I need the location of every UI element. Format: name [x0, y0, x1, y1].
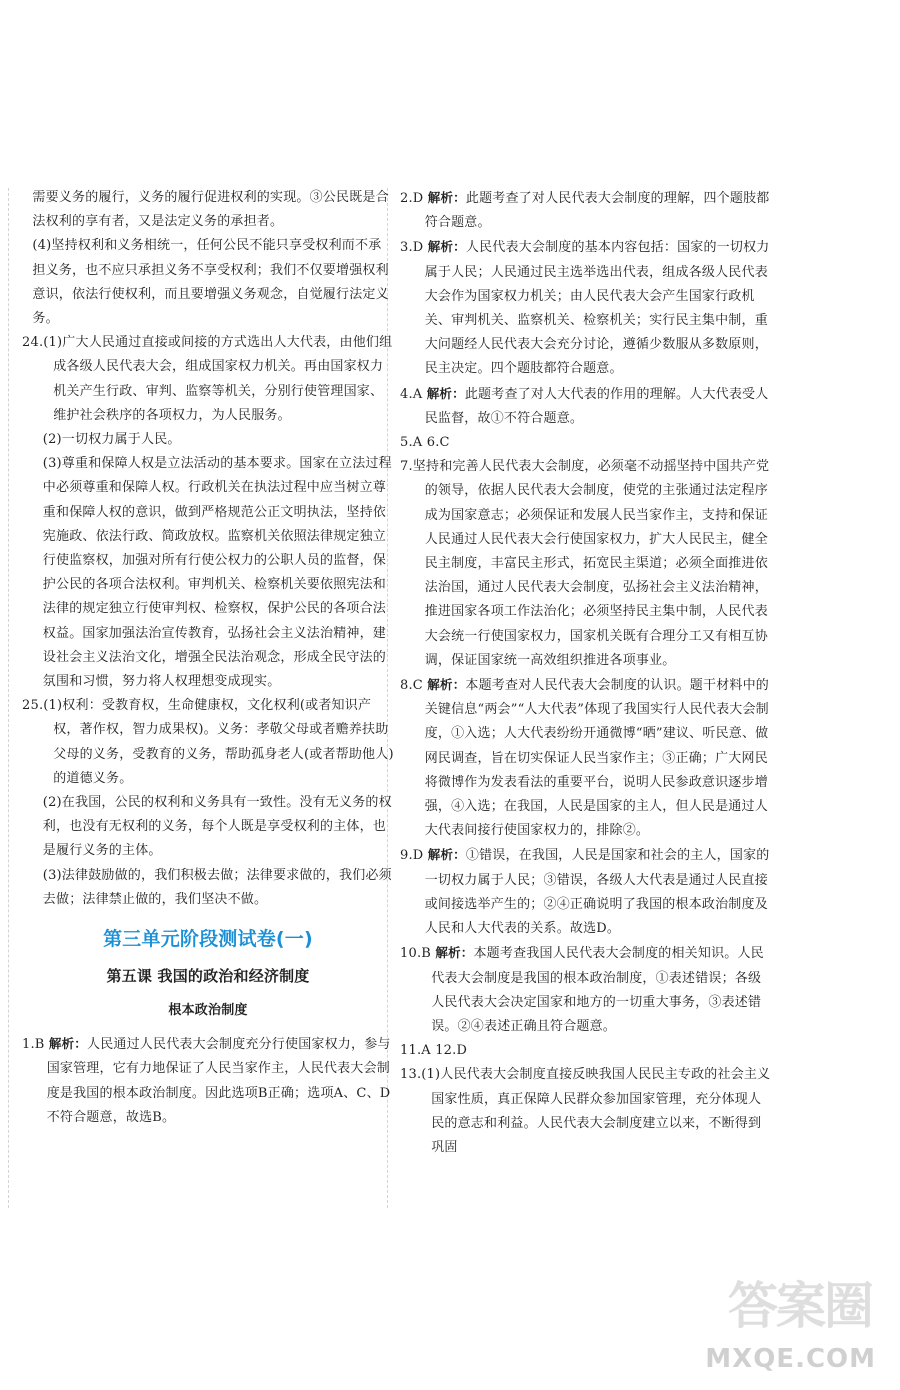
answer-paragraph: (4)坚持权利和义务相统一，任何公民不能只享受权利而不承担义务，也不应只承担义务不享受权利；我们不仅要增强权利意识，依法行使权利，而且要增强义务观念，自觉履行法定义务。 [32, 238, 389, 327]
left-column [22, 186, 394, 1130]
analysis-label: 解析： [427, 190, 466, 205]
answer-10 [400, 941, 772, 1039]
analysis-text: 本题考查我国人民代表大会制度的相关知识。人民代表大会制度是我国的根本政治制度，①表述错误；各级人民代表大会决定国家和地方的一切重大事务，③表述错误。②④表述正确且符合题意。 [431, 946, 764, 1034]
analysis-text: 此题考查了对人大代表的作用的理解。人大代表受人民监督，故①不符合题意。 [424, 386, 769, 426]
answer-24-2: (2)一切权力属于人民。 [42, 432, 181, 448]
answer-2 [400, 186, 772, 235]
sub-title: 根本政治制度 [168, 1003, 248, 1019]
watermark-url: MXQE.COM [705, 1344, 876, 1374]
answer-8 [400, 673, 772, 843]
watermark-logo-text: 答案圈 [728, 1277, 872, 1335]
analysis-label: 解析： [426, 385, 465, 401]
analysis-label: 解析： [48, 1036, 87, 1052]
analysis-text: 本题考查对人民代表大会制度的认识。题干材料中的关键信息“两会”“人大代表”体现了我国实行人民代表大会制度，①入选；人大代表纷纷开通微博“晒”建议、听民意、做网民调查，旨在切实保证人民当家作主；③正确；广大网民将微博作为发表看法的重要平台，说明人民参政意识逐步增强，④入选；在我国，人民是国家的主人，但人民是通过人大代表间接行使国家权力的，排除②。 [424, 678, 770, 839]
answer-number: 8.C [400, 678, 428, 694]
answer-25-1: 25.(1)权利：受教育权，生命健康权，文化权利(或者知识产权，著作权，智力成果权)。义务：孝敬父母或者赡养扶助父母的义务，受教育的义务，帮助孤身老人(或者帮助他人)的道德义务。 [22, 698, 394, 786]
answer-4 [400, 382, 772, 431]
answer-11-12: 11.A 12.D [400, 1043, 468, 1059]
answer-number: 4.A [400, 386, 427, 402]
analysis-label: 解析： [435, 945, 474, 961]
answer-9 [400, 843, 772, 941]
section-title: 第三单元阶段测试卷(一) [103, 928, 313, 951]
analysis-label: 解析： [427, 677, 466, 693]
answer-13: 13.(1)人民代表大会制度直接反映我国人民民主专政的社会主义国家性质，真正保障人民群众参加国家管理，充分体现人民的意志和利益。人民代表大会制度建立以来，不断得到巩固 [400, 1067, 771, 1155]
analysis-text: 人民通过人民代表大会制度充分行使国家权力，参与国家管理，它有力地保证了人民当家作主，人民代表大会制度是我国的根本政治制度。因此选项B正确；选项A、C、D不符合题意，故选B。 [46, 1037, 391, 1125]
watermark-logo [705, 1262, 890, 1382]
answer-number: 3.D [400, 240, 428, 256]
answer-5-6: 5.A 6.C [400, 435, 450, 451]
answer-7: 7.坚持和完善人民代表大会制度，必须毫不动摇坚持中国共产党的领导，依据人民代表大会制度，使党的主张通过法定程序成为国家意志；必须保证和发展人民当家作主，支持和保证人民通过人民代表大会行使国家权力，扩大人民民主，健全民主制度，丰富民主形式，拓宽民主渠道；必须全面推进依法治国，通过人民代表大会制度，弘扬社会主义法治精神，推进国家各项工作法治化；必须坚持民主集中制，人民代表大会统一行使国家权力，国家机关既有合理分工又有相互协调，保证国家统一高效组织推进各项事业。 [400, 459, 770, 668]
answer-3 [400, 235, 772, 381]
analysis-label: 解析： [427, 239, 466, 255]
analysis-text: ①错误，在我国，人民是国家和社会的主人，国家的一切权力属于人民；③错误，各级人大代表是通过人民直接或间接选举产生的；②④正确说明了我国的根本政治制度及人民和人大代表的关系。故选D。 [424, 848, 770, 937]
analysis-label: 解析： [427, 847, 466, 863]
analysis-text: 人民代表大会制度的基本内容包括：国家的一切权力属于人民；人民通过民主选举选出代表，组成各级人民代表大会作为国家权力机关；由人民代表大会产生国家行政机关、审判机关、监察机关、检察机关；实行民主集中制，重大问题经人民代表大会充分讨论，遵循少数服从多数原则，民主决定。四个题肢都符合题意。 [424, 240, 770, 377]
answer-number: 10.B [400, 946, 436, 962]
answer-paragraph: 需要义务的履行，义务的履行促进权利的实现。③公民既是合法权利的享有者，又是法定义务的承担者。 [32, 190, 389, 230]
answer-number: 2.D [400, 191, 428, 206]
answer-25-3: (3)法律鼓励做的，我们积极去做；法律要求做的，我们必须去做；法律禁止做的，我们坚决不做。 [42, 867, 392, 907]
answer-24-3: (3)尊重和保障人权是立法活动的基本要求。国家在立法过程中必须尊重和保障人权。行政机关在执法过程中应当树立尊重和保障人权的意识，做到严格规范公正文明执法，坚持依宪施政、依法行政、简政放权。监察机关依照法律规定独立行使监察权，加强对所有行使公权力的公职人员的监督，保护公民的各项合法权利。审判机关、检察机关要依照宪法和法律的规定独立行使审判权、检察权，保护公民的各项合法权益。国家加强法治宣传教育，弘扬社会主义法治精神，建设社会主义法治文化，增强全民法治观念，形成全民守法的氛围和习惯，努力将人权理想变成现实。 [42, 456, 392, 690]
lesson-title: 第五课 我国的政治和经济制度 [106, 967, 310, 986]
answer-1 [22, 1032, 394, 1130]
answer-25-2: (2)在我国，公民的权利和义务具有一致性。没有无义务的权利，也没有无权利的义务，每个人既是享受权利的主体，也是履行义务的主体。 [42, 795, 392, 859]
left-margin-rule [8, 188, 9, 1208]
answer-number: 9.D [400, 848, 428, 864]
answer-24-1: 24.(1)广大人民通过直接或间接的方式选出人大代表，由他们组成各级人民代表大会，组成国家权力机关。再由国家权力机关产生行政、审判、监察等机关，分别行使管理国家、维护社会秩序的各项权力，为人民服务。 [22, 335, 393, 423]
right-column [400, 186, 772, 1160]
analysis-text: 此题考查了对人民代表大会制度的理解，四个题肢都符合题意。 [424, 191, 770, 231]
answer-number: 1.B [22, 1037, 49, 1053]
